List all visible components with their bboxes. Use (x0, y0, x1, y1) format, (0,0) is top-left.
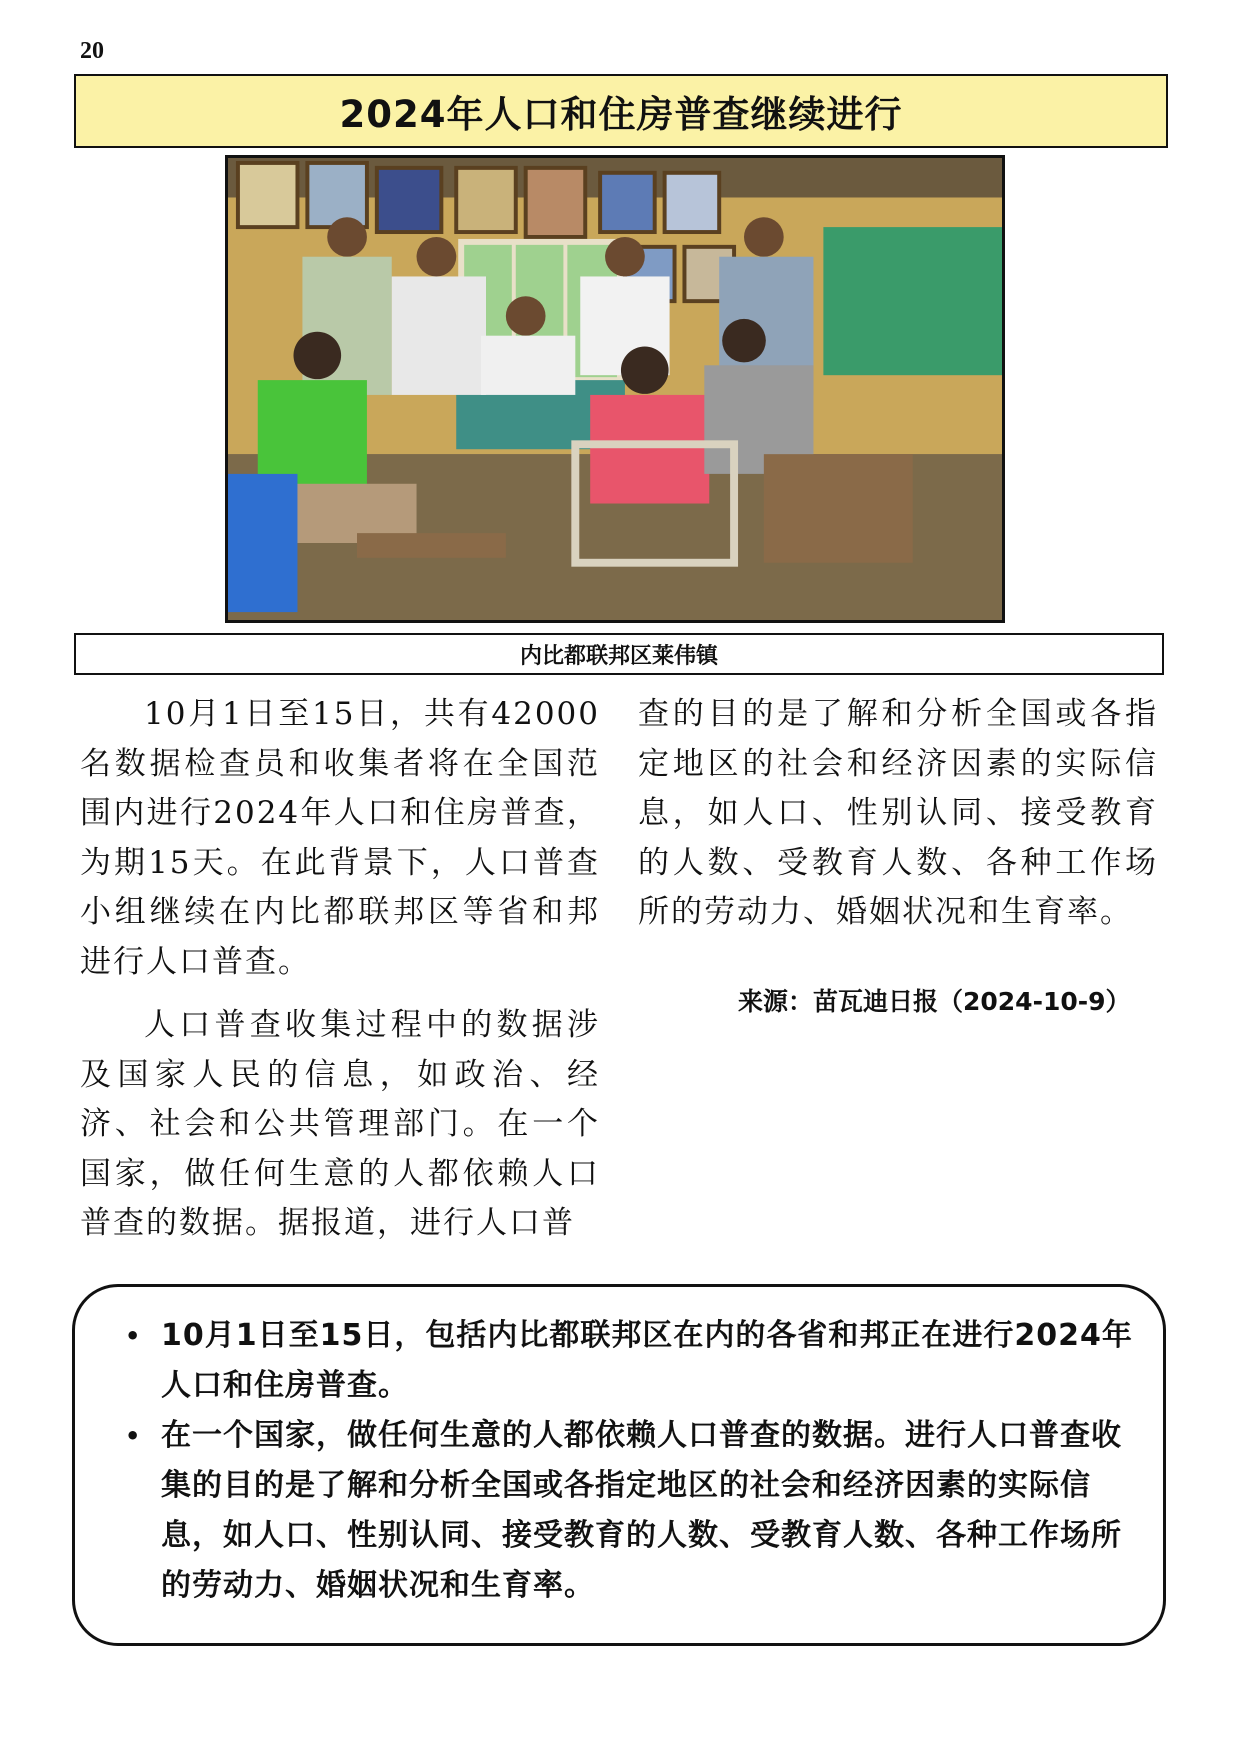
page-title: 2024年人口和住房普查继续进行 (339, 93, 903, 136)
summary-item (125, 1311, 1135, 1411)
summary-list (125, 1311, 1135, 1611)
summary-item-text: 在一个国家，做任何生意的人都依赖人口普查的数据。进行人口普查收集的目的是了解和分析全国或各指定地区的社会和经济因素的实际信息，如人口、性别认同、接受教育的人数、受教育人数、各种工作场所的劳动力、婚姻状况和生育率。 (161, 1418, 1122, 1603)
article-paragraph: 人口普查收集过程中的数据涉及国家人民的信息，如政治、经济、社会和公共管理部门。在一个国家，做任何生意的人都依赖人口普查的数据。据报道，进行人口普 (80, 1007, 600, 1241)
source-credit: 来源：苗瓦迪日报（2024-10-9） (738, 987, 1131, 1016)
bullet-icon: • (125, 1322, 142, 1350)
photo-caption-box (74, 633, 1164, 675)
title-banner (74, 74, 1168, 148)
bullet-icon: • (125, 1422, 142, 1450)
article-column-right (638, 690, 1158, 938)
photo-caption: 内比都联邦区莱伟镇 (519, 643, 718, 669)
summary-box (72, 1284, 1166, 1646)
summary-item-text: 10月1日至15日，包括内比都联邦区在内的各省和邦正在进行2024年人口和住房普查。 (161, 1318, 1133, 1403)
article-paragraph: 10月1日至15日，共有42000名数据检查员和收集者将在全国范围内进行2024年人口和住房普查，为期15天。在此背景下，人口普查小组继续在内比都联邦区等省和邦进行人口普查。 (80, 696, 600, 980)
summary-item (125, 1411, 1135, 1611)
article-column-left (80, 690, 600, 1249)
census-photo (225, 155, 1005, 623)
article-paragraph-continued: 查的目的是了解和分析全国或各指定地区的社会和经济因素的实际信息，如人口、性别认同、接受教育的人数、受教育人数、各种工作场所的劳动力、婚姻状况和生育率。 (638, 696, 1158, 930)
page-number: 20 (80, 38, 104, 64)
